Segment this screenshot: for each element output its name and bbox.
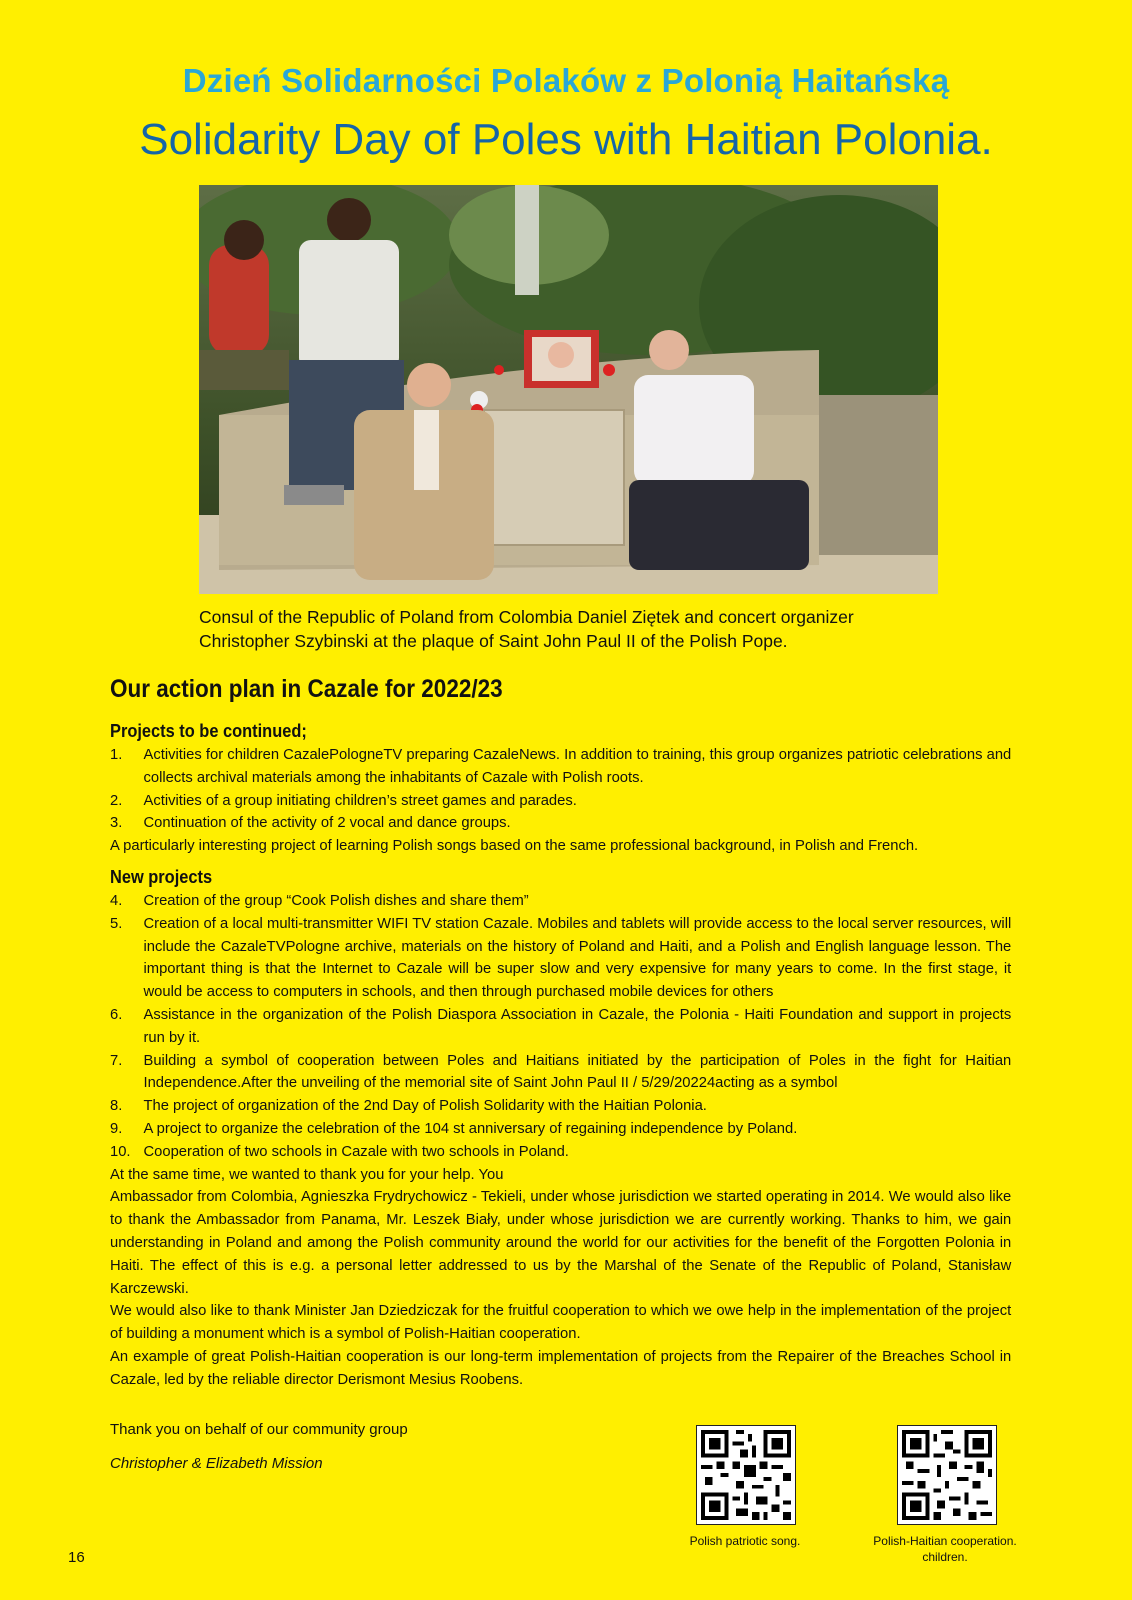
list-item [110, 1141, 1011, 1164]
list-item [110, 1050, 1011, 1096]
new-projects-heading: New projects [110, 865, 213, 887]
list-item-number: 5. [110, 914, 123, 932]
title-polish: Dzień Solidarności Polaków z Polonią Haitańską [182, 62, 950, 99]
list-item [110, 1004, 1011, 1050]
qr1-label: Polish patriotic song. [689, 1534, 801, 1548]
memorial-photo [199, 185, 938, 594]
list-item-text: Cooperation of two schools in Cazale with two schools in Poland. [143, 1142, 569, 1160]
list-item [110, 1095, 1011, 1118]
qr2-label [850, 1533, 1040, 1565]
list-item-text: Continuation of the activity of 2 vocal and dance groups. [143, 814, 511, 832]
list-item [110, 812, 1011, 835]
caption-line-2: Christopher Szybinski at the plaque of Saint John Paul II of the Polish Pope. [199, 631, 788, 651]
caption-line-1: Consul of the Republic of Poland from Colombia Daniel Ziętek and concert organizer [199, 607, 854, 627]
list-item-number: 6. [110, 1005, 123, 1023]
list-item-number: 7. [110, 1051, 123, 1069]
list-item [110, 744, 1011, 790]
photo-caption [199, 605, 939, 653]
list-item-number: 4. [110, 891, 123, 909]
list-item [110, 890, 1011, 913]
signature: Christopher & Elizabeth Mission [110, 1455, 323, 1472]
continued-note: A particularly interesting project of learning Polish songs based on the same professional background, in Polish and French. [110, 837, 919, 855]
list-item-text: A project to organize the celebration of the 104 st anniversary of regaining independence by Poland. [143, 1119, 798, 1137]
list-item-text: Creation of a local multi-transmitter WIFI TV station Cazale. Mobiles and tablets will provide access to the local server resources, will include the CazaleTVPologne archive, materials on the history of Poland and Haiti, and a Polish and English language lesson. The important thing is that the Internet to Cazale will be super slow and very expensive for many years to come. In the first stage, it would be access to computers in schools, and then through purchased mobile devices for others [143, 914, 1012, 1001]
continued-projects-heading: Projects to be continued; [110, 720, 307, 741]
list-item-number: 2. [110, 791, 123, 809]
action-plan-content [110, 718, 1011, 1392]
thanks-paragraph: At the same time, we wanted to thank you for your help. You [110, 1165, 504, 1183]
list-item-number: 9. [110, 1119, 123, 1137]
action-plan-heading: Our action plan in Cazale for 2022/23 [110, 675, 503, 703]
list-item-number: 1. [110, 746, 123, 763]
thanks-paragraph: Ambassador from Colombia, Agnieszka Frydrychowicz - Tekieli, under whose jurisdiction we started operating in 2014. We would also like to thank the Ambassador from Panama, Mr. Leszek Biały, under whose jurisdiction we are currently working. Thanks to him, we gain understanding in Poland and among the Polish community around the world for our activities for the benefit of the Forgotten Polonia in Haiti. The effect of this is e.g. a personal letter addressed to us by the Marshal of the Senate of the Republic of Poland, Stanisław Karczewski. [110, 1188, 1012, 1297]
qr-code-cooperation-children[interactable] [897, 1425, 997, 1525]
list-item-text: Activities of a group initiating children’s street games and parades. [143, 791, 577, 809]
qr2-label-line-2: children. [922, 1550, 968, 1564]
list-item-number: 10. [110, 1142, 131, 1160]
list-item-text: Creation of the group “Cook Polish dishes and share them” [143, 891, 529, 909]
list-item-text: Activities for children CazalePologneTV preparing CazaleNews. In addition to training, this group organizes patriotic celebrations and collects archival materials among the inhabitants of Cazale with Polish roots. [143, 746, 1012, 786]
list-item-text: Assistance in the organization of the Polish Diaspora Association in Cazale, the Polonia - Haiti Foundation and support in projects run by it. [143, 1005, 1012, 1046]
list-item [110, 913, 1011, 1004]
list-item [110, 1118, 1011, 1141]
thanks-paragraph: An example of great Polish-Haitian cooperation is our long-term implementation of projects from the Repairer of the Breaches School in Cazale, led by the reliable director Derismont Mesius Roobens. [110, 1347, 1012, 1388]
thanks-paragraph: We would also like to thank Minister Jan Dziedziczak for the fruitful cooperation to which we owe help in the implementation of the project of building a monument which is a symbol of Polish-Haitian cooperation. [110, 1302, 1012, 1343]
page-number: 16 [68, 1549, 85, 1566]
qr2-label-line-1: Polish-Haitian cooperation. [873, 1534, 1017, 1548]
qr-code-patriotic-song[interactable] [696, 1425, 796, 1525]
list-item-number: 3. [110, 814, 123, 832]
list-item [110, 790, 1011, 813]
closing-thanks: Thank you on behalf of our community group [110, 1421, 408, 1438]
list-item-text: The project of organization of the 2nd Day of Polish Solidarity with the Haitian Polonia. [143, 1097, 707, 1115]
list-item-text: Building a symbol of cooperation between Poles and Haitians initiated by the participation of Poles in the fight for Haitian Independence.After the unveiling of the memorial site of Saint John Paul II / 5/29/20224acting as a symbol [143, 1051, 1012, 1092]
list-item-number: 8. [110, 1097, 123, 1115]
title-english: Solidarity Day of Poles with Haitian Polonia. [139, 115, 993, 164]
